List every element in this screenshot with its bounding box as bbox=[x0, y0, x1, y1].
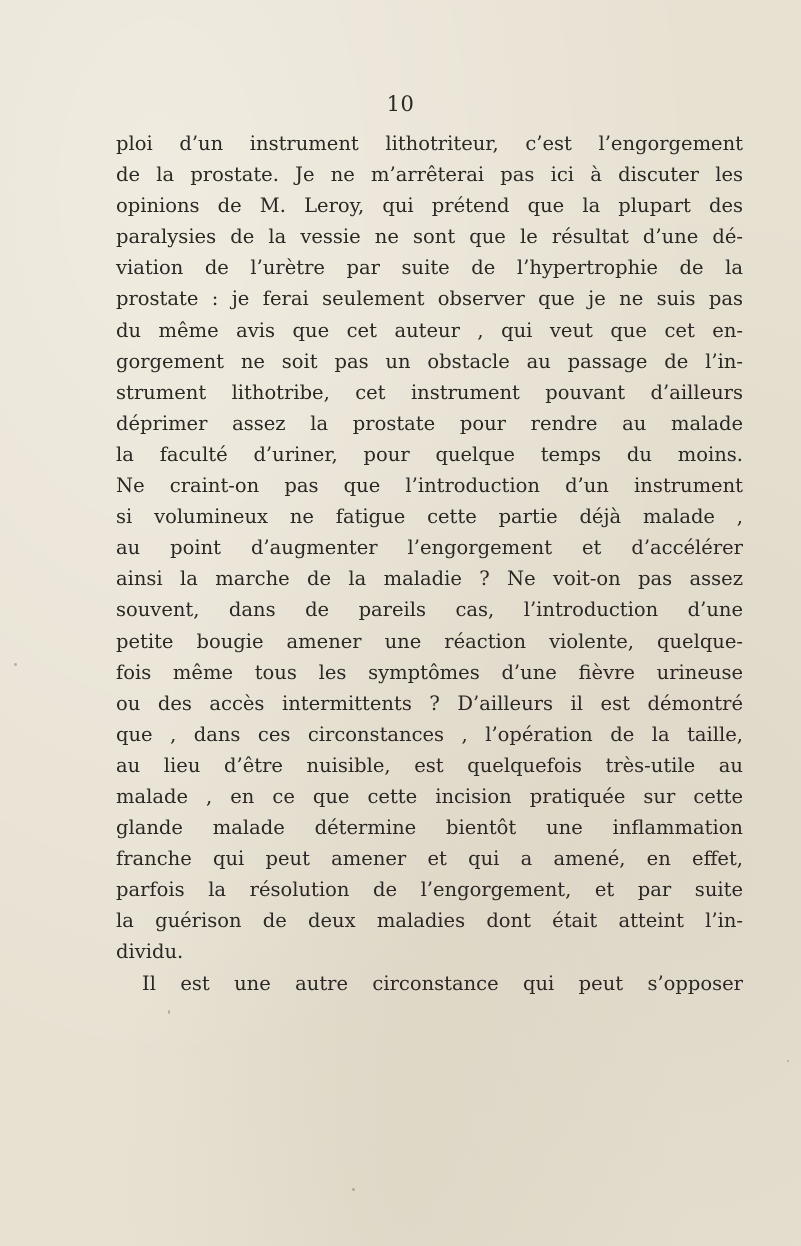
text-line: ou des accès intermittents ? D’ailleurs il est démontré bbox=[116, 691, 743, 715]
text-line: paralysies de la vessie ne sont que le résultat d’une dé- bbox=[116, 225, 743, 249]
text-line: strument lithotribe, cet instrument pouvant d’ailleurs bbox=[116, 380, 743, 404]
text-line: fois même tous les symptômes d’une fièvre urineuse bbox=[116, 660, 743, 684]
text-line: la guérison de deux maladies dont était atteint l’in- bbox=[116, 909, 743, 933]
text-line: si volumineux ne fatigue cette partie déjà malade , bbox=[116, 505, 743, 529]
text-line: Ne craint-on pas que l’introduction d’un instrument bbox=[116, 474, 743, 498]
text-line: parfois la résolution de l’engorgement, et par suite bbox=[116, 878, 743, 902]
text-line: gorgement ne soit pas un obstacle au passage de l’in- bbox=[116, 349, 743, 373]
text-line: prostate : je ferai seulement observer que je ne suis pas bbox=[116, 287, 743, 311]
paper-speck bbox=[352, 1188, 355, 1191]
paper-speck bbox=[14, 663, 17, 666]
text-line: déprimer assez la prostate pour rendre au malade bbox=[116, 411, 743, 435]
text-line: ainsi la marche de la maladie ? Ne voit-on pas assez bbox=[116, 567, 743, 591]
text-line: Il est une autre circonstance qui peut s’opposer bbox=[142, 971, 743, 995]
text-line: au lieu d’être nuisible, est quelquefois très-utile au bbox=[116, 753, 743, 777]
text-line: du même avis que cet auteur , qui veut que cet en- bbox=[116, 318, 743, 342]
text-line: viation de l’urètre par suite de l’hypertrophie de la bbox=[116, 256, 743, 280]
text-line: que , dans ces circonstances , l’opération de la taille, bbox=[116, 722, 743, 746]
text-line: glande malade détermine bientôt une inflammation bbox=[116, 816, 743, 840]
text-line: opinions de M. Leroy, qui prétend que la plupart des bbox=[116, 194, 743, 218]
text-line: souvent, dans de pareils cas, l’introduction d’une bbox=[116, 598, 743, 622]
paper-speck bbox=[168, 1010, 170, 1014]
page-number: 10 bbox=[386, 92, 415, 116]
text-line: la faculté d’uriner, pour quelque temps du moins. bbox=[116, 442, 743, 466]
paper-speck bbox=[787, 1060, 789, 1062]
text-line: au point d’augmenter l’engorgement et d’accélérer bbox=[116, 536, 743, 560]
text-line: ploi d’un instrument lithotriteur, c’est l’engorgement bbox=[116, 132, 743, 155]
body-text bbox=[116, 128, 743, 999]
text-line: malade , en ce que cette incision pratiquée sur cette bbox=[116, 784, 743, 808]
text-line: de la prostate. Je ne m’arrêterai pas ici à discuter les bbox=[116, 163, 743, 187]
text-line: franche qui peut amener et qui a amené, en effet, bbox=[116, 847, 743, 871]
text-line: petite bougie amener une réaction violente, quelque- bbox=[116, 629, 743, 653]
text-line: dividu. bbox=[116, 940, 184, 964]
